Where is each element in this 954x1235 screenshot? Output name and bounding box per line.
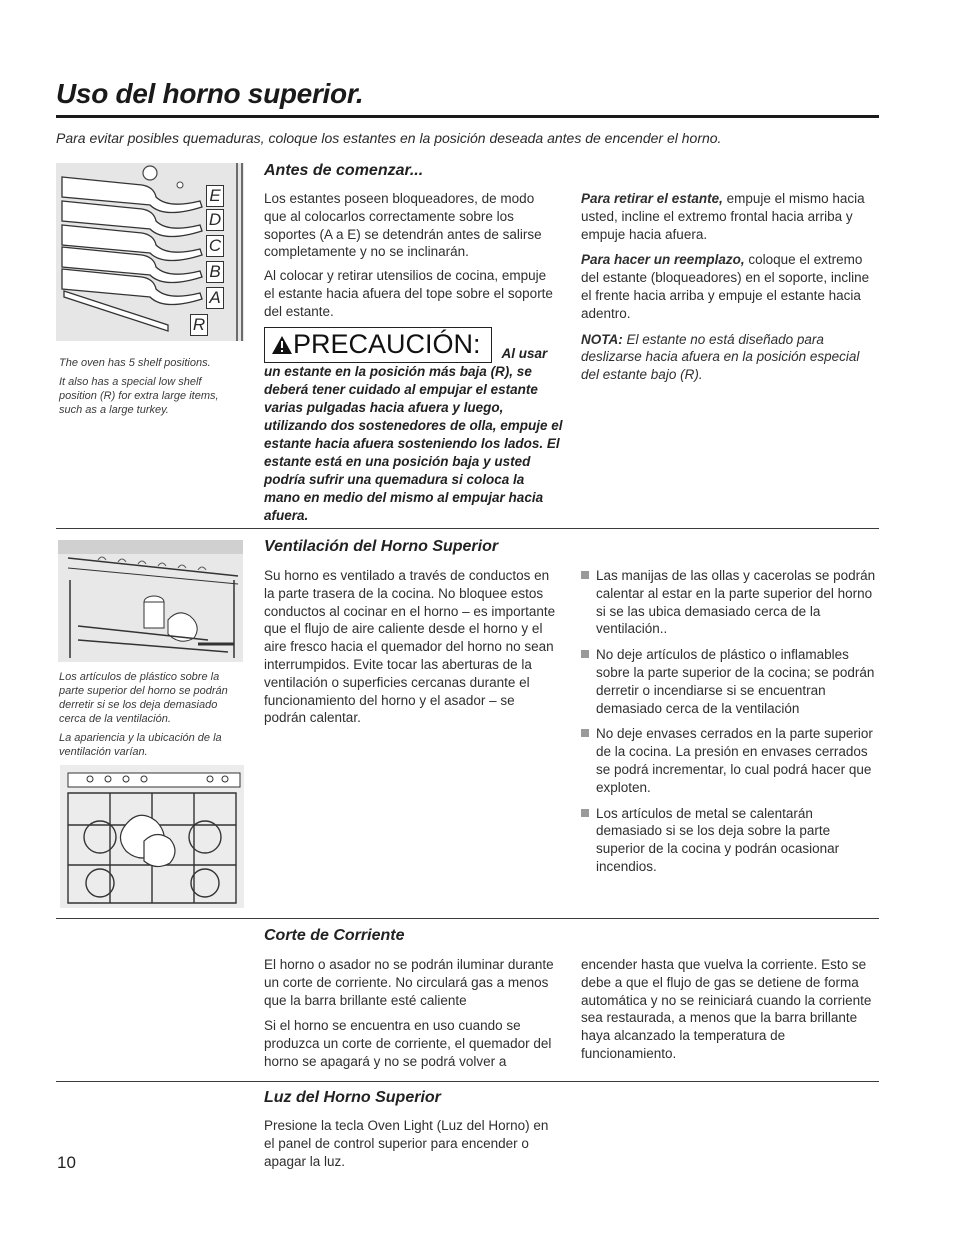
power-outage-paragraph-3: encender hasta que vuelva la corriente. Esto se debe a que el flujo de gas se detiene de forma automática y no se reiniciará cuando la corriente sea restaurada, a menos que la barra brillante haya alcanzado la temperatura de funcionamiento. (581, 957, 872, 1061)
page-title: Uso del horno superior. (56, 78, 364, 109)
rack-label-b: B (206, 261, 224, 283)
rack-caption-line2: It also has a special low shelf position (R) for extra large items, such as a large turkey. (59, 376, 219, 416)
rack-label-a: A (206, 287, 224, 309)
oven-light-body: Presione la tecla Oven Light (Luz del Horno) en el panel de control superior para encender o apagar la luz. (264, 1118, 549, 1169)
section1-right-column (581, 190, 879, 390)
replace-rack-text: coloque el extremo del estante (bloqueadores) en el soporte, incline el frente hacia arriba y empuje el estante hacia adentro. (581, 252, 870, 321)
section1-paragraph-2: Al colocar y retirar utensilios de cocina, empuje el estante hacia afuera del tope sobre el soporte del estante. (264, 268, 553, 319)
section-heading-corte: Corte de Corriente (264, 927, 405, 944)
vent-bullet-list (581, 567, 879, 884)
title-rule (56, 115, 879, 118)
vent-body: Su horno es ventilado a través de conductos en la parte trasera de la cocina. No bloquee estos conductos al cocinar en el horno – es importante que el flujo de aire caliente desde el horno y el aire fresco hacia el quemador del horno no sean interrumpidos. Evite tocar las aberturas de la ventilación o superficies cercanas durante el funcionamiento del horno y el asador – se podrán calentar. (264, 568, 556, 726)
caution-block (264, 327, 564, 525)
warning-triangle-icon (271, 330, 293, 362)
vent-caption-line1: Los artículos de plástico sobre la parte superior del horno se podrán derretir si se los deja demasiado cerca de la ventilación. (59, 671, 228, 725)
intro-text: Para evitar posibles quemaduras, coloque los estantes en la posición deseada antes de encender el horno. (56, 130, 722, 146)
vent-illustration (58, 540, 243, 662)
vent-drawing (58, 540, 243, 662)
remove-rack-text: empuje el mismo hacia usted, incline el extremo frontal hacia arriba y empuje hacia afuera. (581, 191, 865, 242)
vent-bullet-2: No deje artículos de plástico o inflamables sobre la parte superior de la cocina; se podrán derretir o incendiarse si se encuentran demasiado cerca de la ventilación (581, 646, 879, 717)
section-divider-2 (56, 918, 879, 919)
power-outage-paragraph-2: Si el horno se encuentra en uso cuando se produzca un corte de corriente, el quemador del horno se apagará y no se podrá volver a (264, 1018, 552, 1069)
caution-label: PRECAUCIÓN: (293, 329, 481, 359)
rack-caption (59, 356, 241, 422)
note-text: El estante no está diseñado para deslizarse hacia afuera en la posición especial del estante bajo (R). (581, 331, 860, 383)
section-heading-antes: Antes de comenzar... (264, 162, 424, 179)
power-outage-left (264, 956, 560, 1077)
section1-left-column (264, 190, 554, 327)
cooktop-drawing (60, 765, 244, 908)
note-paragraph (581, 331, 879, 384)
oven-rack-illustration (56, 163, 244, 341)
caution-text: Al usar un estante en la posición más baja (R), se deberá tener cuidado al empujar el estante varias pulgadas hacia afuera y luego, utilizando dos sostenedores de olla, empuje el estante hacia afuera sosteniendo los lados. El estante está en una posición baja y usted podría sufrir una quemadura si coloca la mano en medio del mismo al empujar hacia afuera. (264, 346, 563, 523)
rack-label-e: E (206, 185, 224, 207)
remove-rack-lead: Para retirar el estante, (581, 191, 723, 206)
vent-bullet-3: No deje envases cerrados en la parte superior de la cocina. La presión en envases cerrados se podrá incrementar, lo cual podrá hacer que exploten. (581, 725, 879, 796)
cooktop-illustration (60, 765, 244, 908)
rack-label-d: D (206, 209, 224, 231)
vent-bullet-4: Los artículos de metal se calentarán demasiado si se los deja sobre la parte superior de la cocina y podrán ocasionar incendios. (581, 805, 879, 876)
section-divider-3 (56, 1081, 879, 1082)
remove-rack-paragraph (581, 190, 879, 243)
vent-caption (59, 670, 243, 764)
replace-rack-lead: Para hacer un reemplazo, (581, 252, 745, 268)
power-outage-paragraph-1: El horno o asador no se podrán iluminar durante un corte de corriente. No circulará gas a menos que la barra brillante esté caliente (264, 957, 554, 1008)
note-lead: NOTA: (581, 331, 623, 347)
section-heading-ventilacion: Ventilación del Horno Superior (264, 538, 499, 555)
vent-caption-line2: La apariencia y la ubicación de la ventilación varían. (59, 732, 222, 758)
caution-label-box (264, 327, 492, 363)
vent-bullet-1: Las manijas de las ollas y cacerolas se podrán calentar al estar en la parte superior del horno si se las ubica demasiado cerca de la ventilación.. (581, 567, 879, 638)
rack-label-c: C (206, 235, 224, 257)
power-outage-right (581, 956, 879, 1069)
rack-label-r: R (190, 314, 208, 336)
replace-rack-paragraph (581, 251, 879, 322)
page-number: 10 (57, 1153, 76, 1172)
section1-paragraph-1: Los estantes poseen bloqueadores, de modo que al colocarlos correctamente sobre los soportes (A a E) se detendrán antes de salirse completamente y no se inclinarán. (264, 191, 542, 260)
section-divider-1 (56, 528, 879, 529)
caution-paragraph (264, 327, 564, 525)
rack-caption-line1: The oven has 5 shelf positions. (59, 357, 211, 369)
section-heading-luz: Luz del Horno Superior (264, 1089, 441, 1106)
